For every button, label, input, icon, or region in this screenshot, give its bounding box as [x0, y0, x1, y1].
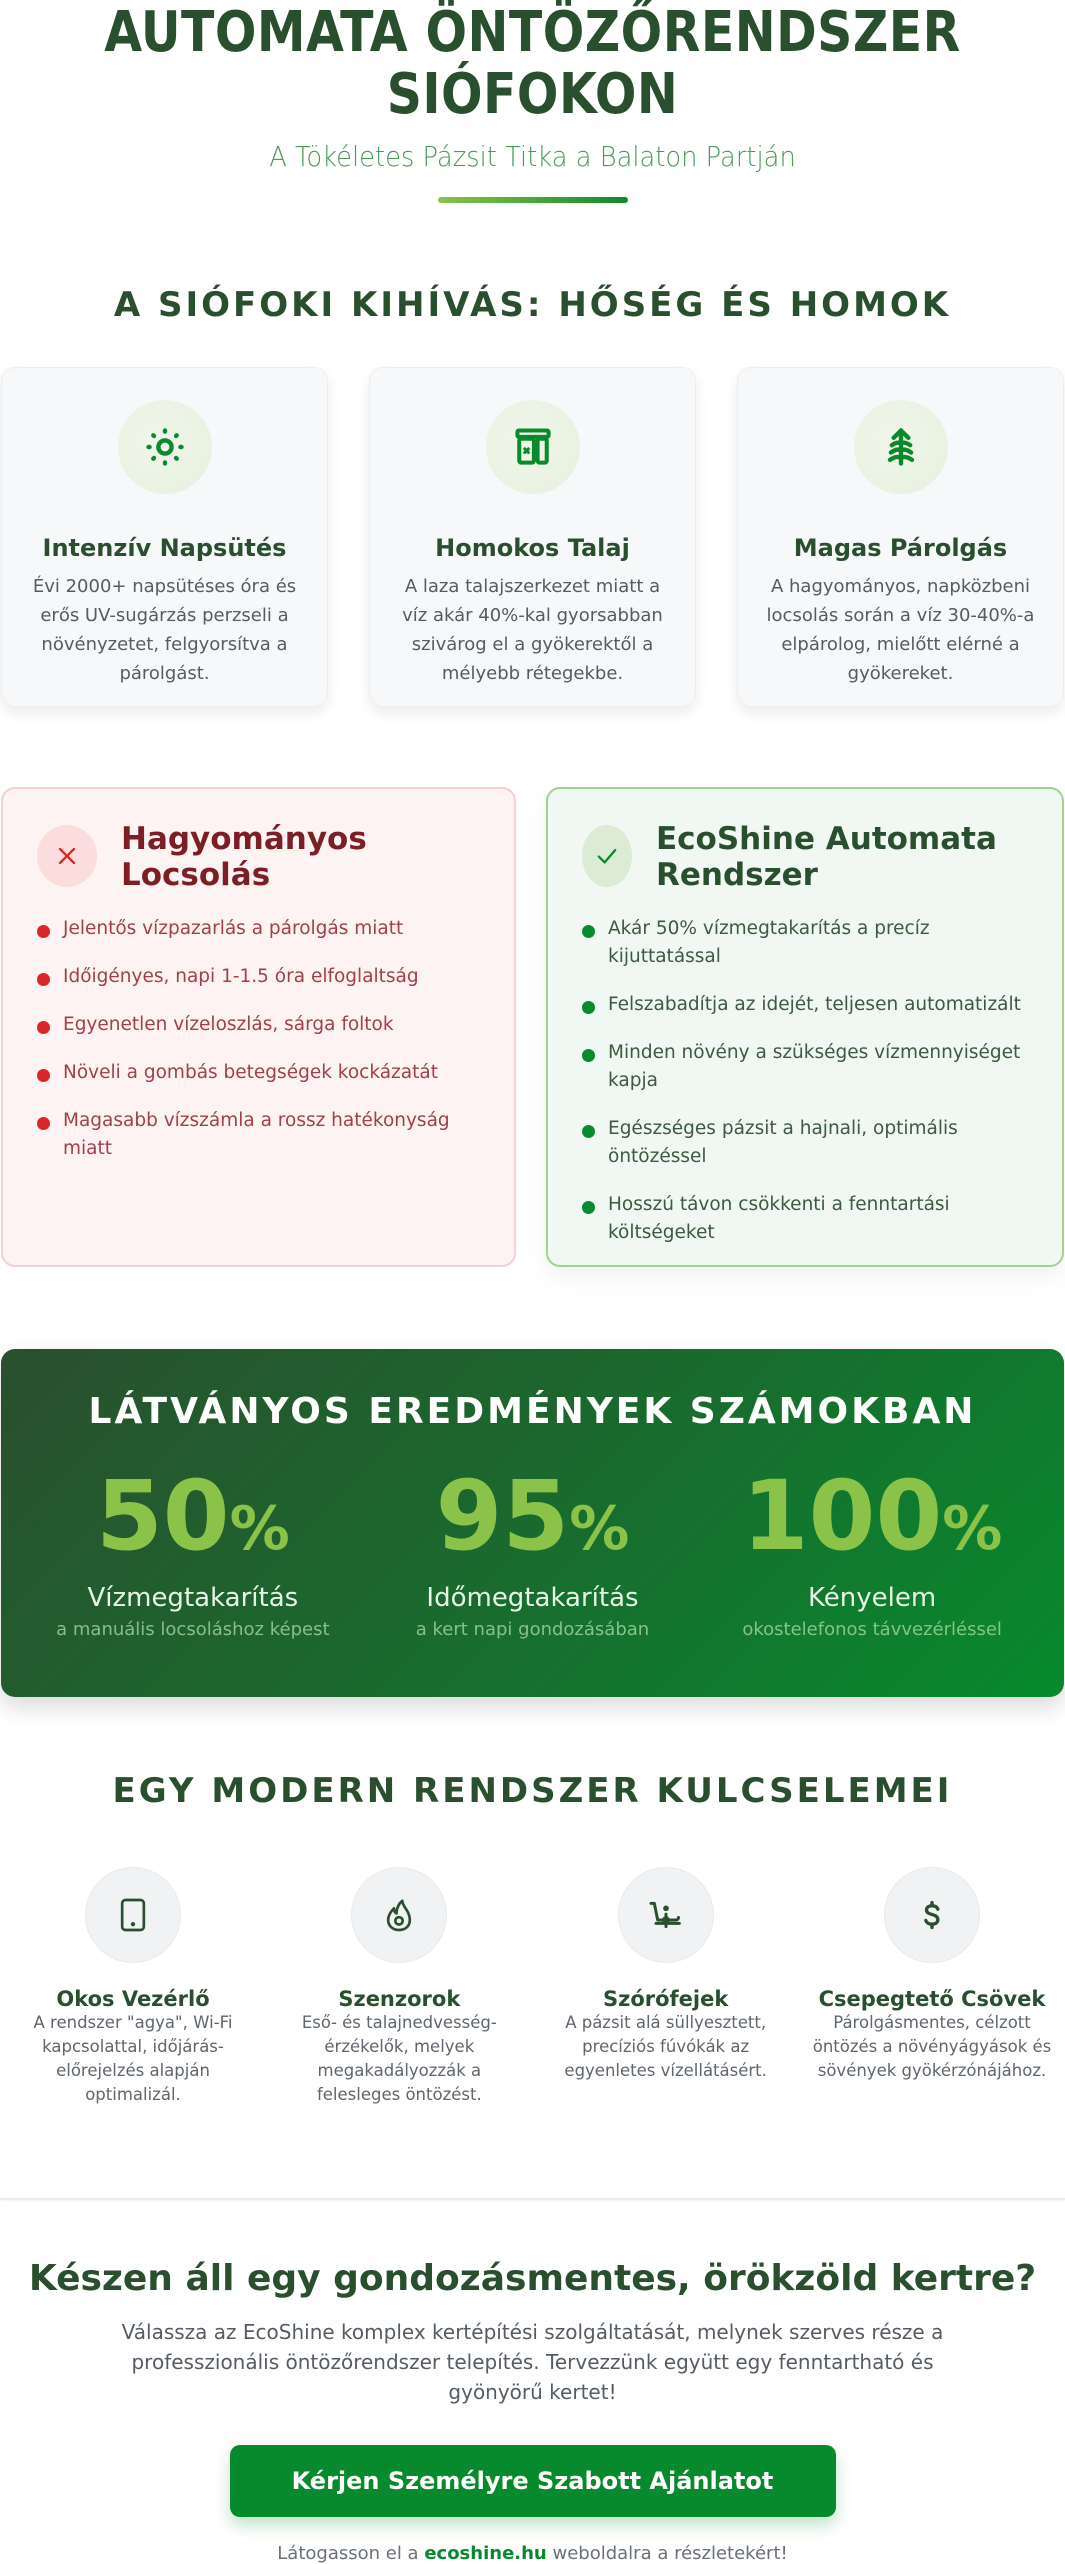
component-title: Szenzorok — [338, 1987, 461, 2011]
list-item: Felszabadítja az idejét, teljesen automatizált — [582, 991, 1032, 1019]
ecoshine-system-card — [546, 787, 1064, 1267]
cta-title: Készen áll egy gondozásmentes, örökzöld kertre? — [28, 2258, 1037, 2299]
stat-comfort — [712, 1460, 1032, 1640]
challenge-section — [0, 285, 1065, 707]
sun-icon — [118, 400, 212, 494]
comparison-section — [0, 787, 1065, 1267]
bullet-dot-icon — [37, 925, 50, 938]
list-item: Hosszú távon csökkenti a fenntartási költségeket — [582, 1191, 1032, 1247]
component-text: Párolgásmentes, célzott öntözés a növényágyások és sövények gyökérzónájához. — [812, 2013, 1052, 2080]
checkmark-icon — [582, 825, 632, 887]
component-sensors — [266, 1867, 532, 2107]
component-text: A rendszer "agya", Wi-Fi kapcsolattal, időjárás-előrejelzés alapján optimalizál. — [33, 2013, 233, 2104]
list-item: Egészséges pázsit a hajnali, optimális öntözéssel — [582, 1115, 1032, 1171]
component-text: A pázsit alá süllyesztett, precíziós fúvókák az egyenletes vízellátásért. — [564, 2013, 767, 2080]
hero-subtitle: A Tökéletes Pázsit Titka a Balaton Partján — [269, 140, 796, 173]
challenge-card-title: Intenzív Napsütés — [42, 534, 287, 562]
components-title: EGY MODERN RENDSZER KULCSELEMEI — [112, 1771, 953, 1811]
list-item: Növeli a gombás betegségek kockázatát — [37, 1059, 484, 1087]
traditional-watering-title: Hagyományos Locsolás — [121, 821, 367, 893]
challenge-card-sun — [1, 367, 328, 707]
cta-section — [0, 2258, 1065, 2564]
stat-label: Időmegtakarítás — [426, 1583, 639, 1613]
challenge-card-title: Homokos Talaj — [435, 534, 630, 562]
request-quote-button[interactable]: Kérjen Személyre Szabott Ajánlatot — [230, 2445, 836, 2517]
challenge-card-evaporation — [737, 367, 1064, 707]
cta-text: Válassza az EcoShine komplex kertépítési szolgáltatását, melynek szerves része a professzionális öntözőrendszer telepítés. Tervezzünk együtt egy fenntartható és gyönyörű kertet! — [121, 2320, 944, 2404]
list-item: Jelentős vízpazarlás a párolgás miatt — [37, 915, 484, 943]
close-icon — [37, 825, 97, 887]
stat-time-saving — [372, 1460, 692, 1640]
traditional-watering-card — [1, 787, 516, 1267]
bullet-dot-icon — [582, 1001, 595, 1014]
challenge-title: A SIÓFOKI KIHÍVÁS: HŐSÉG ÉS HOMOK — [113, 285, 952, 325]
stats-title: LÁTVÁNYOS EREDMÉNYEK SZÁMOKBAN — [88, 1391, 977, 1432]
hero — [0, 2, 1065, 203]
ecoshine-link[interactable]: ecoshine.hu — [424, 2543, 547, 2564]
dollar-icon — [884, 1867, 980, 1963]
stat-water-saving — [33, 1460, 353, 1640]
list-item: Magasabb vízszámla a rossz hatékonyság miatt — [37, 1107, 484, 1163]
challenge-card-text: A hagyományos, napközbeni locsolás során a víz 30-40%-a elpárolog, mielőtt elérné a gyökereket. — [766, 576, 1035, 684]
bullet-dot-icon — [37, 1021, 50, 1034]
list-item: Minden növény a szükséges vízmennyiséget kapja — [582, 1039, 1032, 1095]
fire-sensor-icon — [351, 1867, 447, 1963]
cta-footer: Látogasson el a ecoshine.hu weboldalra a részletekért! — [277, 2543, 788, 2564]
list-item: Egyenetlen vízeloszlás, sárga foltok — [37, 1011, 484, 1039]
traditional-watering-list — [37, 915, 484, 1163]
bullet-dot-icon — [37, 1117, 50, 1130]
bullet-dot-icon — [37, 973, 50, 986]
challenge-card-title: Magas Párolgás — [793, 534, 1008, 562]
sprinkler-cart-icon — [618, 1867, 714, 1963]
component-title: Csepegtető Csövek — [818, 1987, 1046, 2011]
stat-value: 50% — [95, 1460, 290, 1572]
stat-label: Kényelem — [808, 1583, 937, 1613]
tablet-icon — [85, 1867, 181, 1963]
stat-sublabel: a manuális locsoláshoz képest — [56, 1619, 330, 1640]
list-item: Akár 50% vízmegtakarítás a precíz kijuttatással — [582, 915, 1032, 971]
bullet-dot-icon — [582, 1201, 595, 1214]
hero-accent-bar — [438, 197, 628, 203]
component-drip-pipes — [799, 1867, 1065, 2107]
hero-title — [16, 2, 1049, 126]
component-title: Okos Vezérlő — [56, 1987, 210, 2011]
challenge-card-soil — [369, 367, 696, 707]
bullet-dot-icon — [582, 1125, 595, 1138]
stat-value: 100% — [741, 1460, 1003, 1572]
hero-title-line1: AUTOMATA ÖNTÖZŐRENDSZER — [104, 0, 961, 65]
list-item: Időigényes, napi 1-1.5 óra elfoglaltság — [37, 963, 484, 991]
stat-value: 95% — [435, 1460, 630, 1572]
component-smart-controller — [0, 1867, 266, 2107]
stat-label: Vízmegtakarítás — [87, 1583, 299, 1613]
challenge-cards — [0, 367, 1065, 707]
bullet-dot-icon — [582, 925, 595, 938]
challenge-card-text: A laza talajszerkezet miatt a víz akár 40%-kal gyorsabban szivárog el a gyökerektől a mélyebb rétegekbe. — [402, 576, 663, 684]
component-text: Eső- és talajnedvesség-érzékelők, melyek megakadályozzák a felesleges öntözést. — [301, 2013, 497, 2104]
components-section — [0, 1771, 1065, 2107]
stat-sublabel: okostelefonos távvezérléssel — [742, 1619, 1002, 1640]
stat-sublabel: a kert napi gondozásában — [415, 1619, 650, 1640]
bullet-dot-icon — [582, 1049, 595, 1062]
bullet-dot-icon — [37, 1069, 50, 1082]
results-stats-section — [1, 1349, 1064, 1697]
challenge-card-text: Évi 2000+ napsütéses óra és erős UV-sugárzás perzseli a növényzetet, felgyorsítva a párolgást. — [32, 576, 297, 684]
section-divider — [0, 2198, 1065, 2200]
hero-title-line2: SIÓFOKON — [386, 62, 679, 127]
ecoshine-system-list — [582, 915, 1032, 1247]
component-title: Szórófejek — [602, 1987, 729, 2011]
component-sprinklers — [533, 1867, 799, 2107]
soil-container-icon — [486, 400, 580, 494]
tree-icon — [854, 400, 948, 494]
ecoshine-system-title: EcoShine Automata Rendszer — [656, 821, 997, 893]
